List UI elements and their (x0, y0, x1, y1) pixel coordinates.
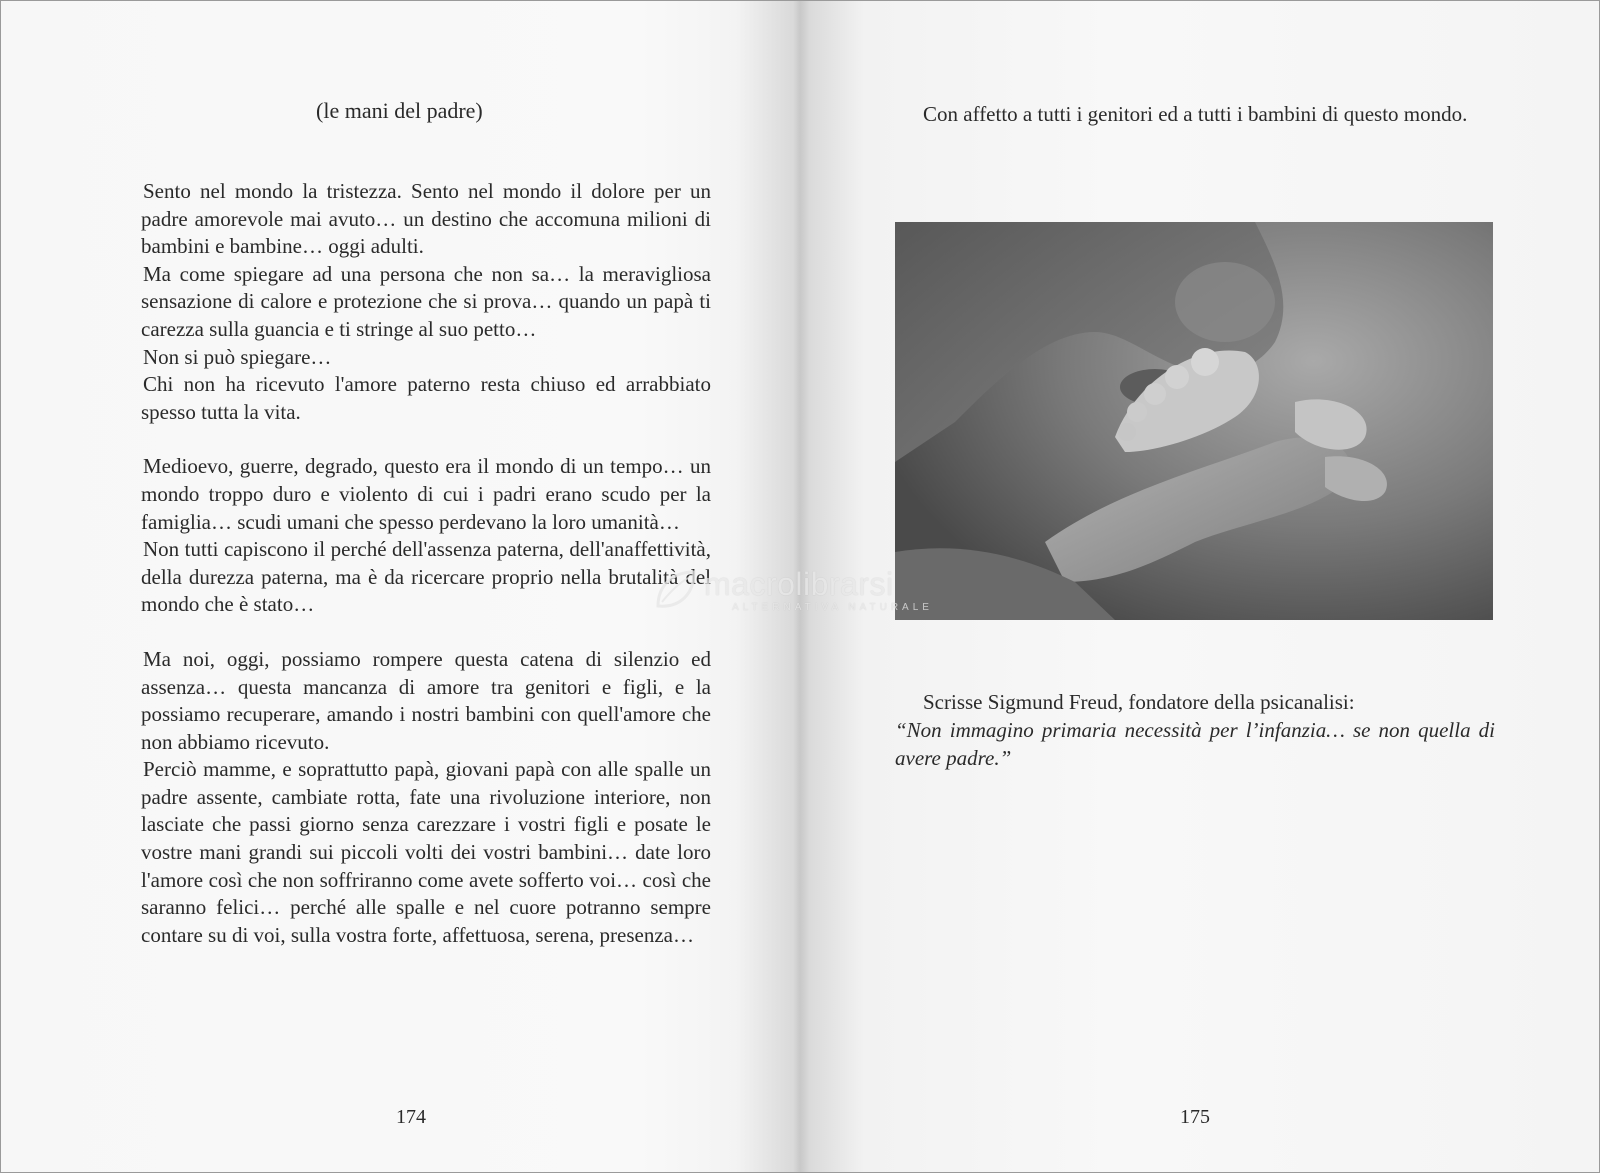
paragraph: Non si può spiegare… (143, 344, 332, 369)
paragraph: Ma come spiegare ad una persona che non sa… la meravigliosa sensazione di calore e protezione che si prova… quando un papà ti carezza sulla guancia e ti stringe al suo petto… (141, 261, 711, 341)
paragraph: Perciò mamme, e soprattutto papà, giovani papà con alle spalle un padre assente, cambiate rotta, fate una rivoluzione interiore, non lasciate che passi giorno senza carezzare i vostri figli e posate le vostre mani grandi sui piccoli volti dei vostri bambini… date loro l'amore così che non soffriranno come avete sofferto voi… così che saranno felici… perché alle spalle e nel cuore potranno sempre contare su di voi, sulla vostra forte, affettuosa, serena, presenza… (141, 757, 711, 947)
photo-baby-foot-kiss (895, 222, 1493, 620)
page-number-left: 174 (396, 1106, 426, 1128)
watermark-tagline: ALTERNATIVA NATURALE (732, 602, 933, 613)
paragraph: Chi non ha ricevuto l'amore paterno resta chiuso ed arrabbiato spesso tutta la vita. (141, 372, 711, 424)
page-number-right: 175 (1180, 1106, 1210, 1128)
watermark-brand: macrolibrarsi (704, 566, 894, 602)
quote-intro: Scrisse Sigmund Freud, fondatore della psicanalisi: (923, 690, 1355, 714)
paragraph: Non tutti capiscono il perché dell'assenza paterna, dell'anaffettività, della durezza paterna, ma è da ricercare proprio nella brutalità del mondo che è stato… (141, 537, 711, 617)
paragraph: Medioevo, guerre, degrado, questo era il mondo di un tempo… un mondo troppo duro e violento di cui i padri erano scudo per la famiglia… scudi umani che spesso perdevano la loro umanità… (141, 454, 711, 534)
body-text (141, 178, 711, 949)
leaf-logo-icon (652, 566, 700, 614)
quote-block (895, 688, 1495, 772)
dedication (895, 101, 1495, 127)
photo-illustration (895, 222, 1493, 620)
paragraph: Sento nel mondo la tristezza. Sento nel mondo il dolore per un padre amorevole mai avuto… un destino che accomuna milioni di bambini e bambine… oggi adulti. (141, 179, 711, 259)
freud-quote: “Non immagino primaria necessità per l’infanzia… se non quella di avere padre.” (895, 718, 1495, 770)
dedication-text: Con affetto a tutti i genitori ed a tutti i bambini di questo mondo. (923, 102, 1468, 126)
paragraph: Ma noi, oggi, possiamo rompere questa catena di silenzio ed assenza… questa mancanza di amore tra genitori e figli, e la possiamo recuperare, amando i nostri bambini con quell'amore che non abbiamo ricevuto. (141, 646, 711, 754)
watermark (652, 566, 952, 622)
chapter-title: (le mani del padre) (316, 98, 483, 123)
